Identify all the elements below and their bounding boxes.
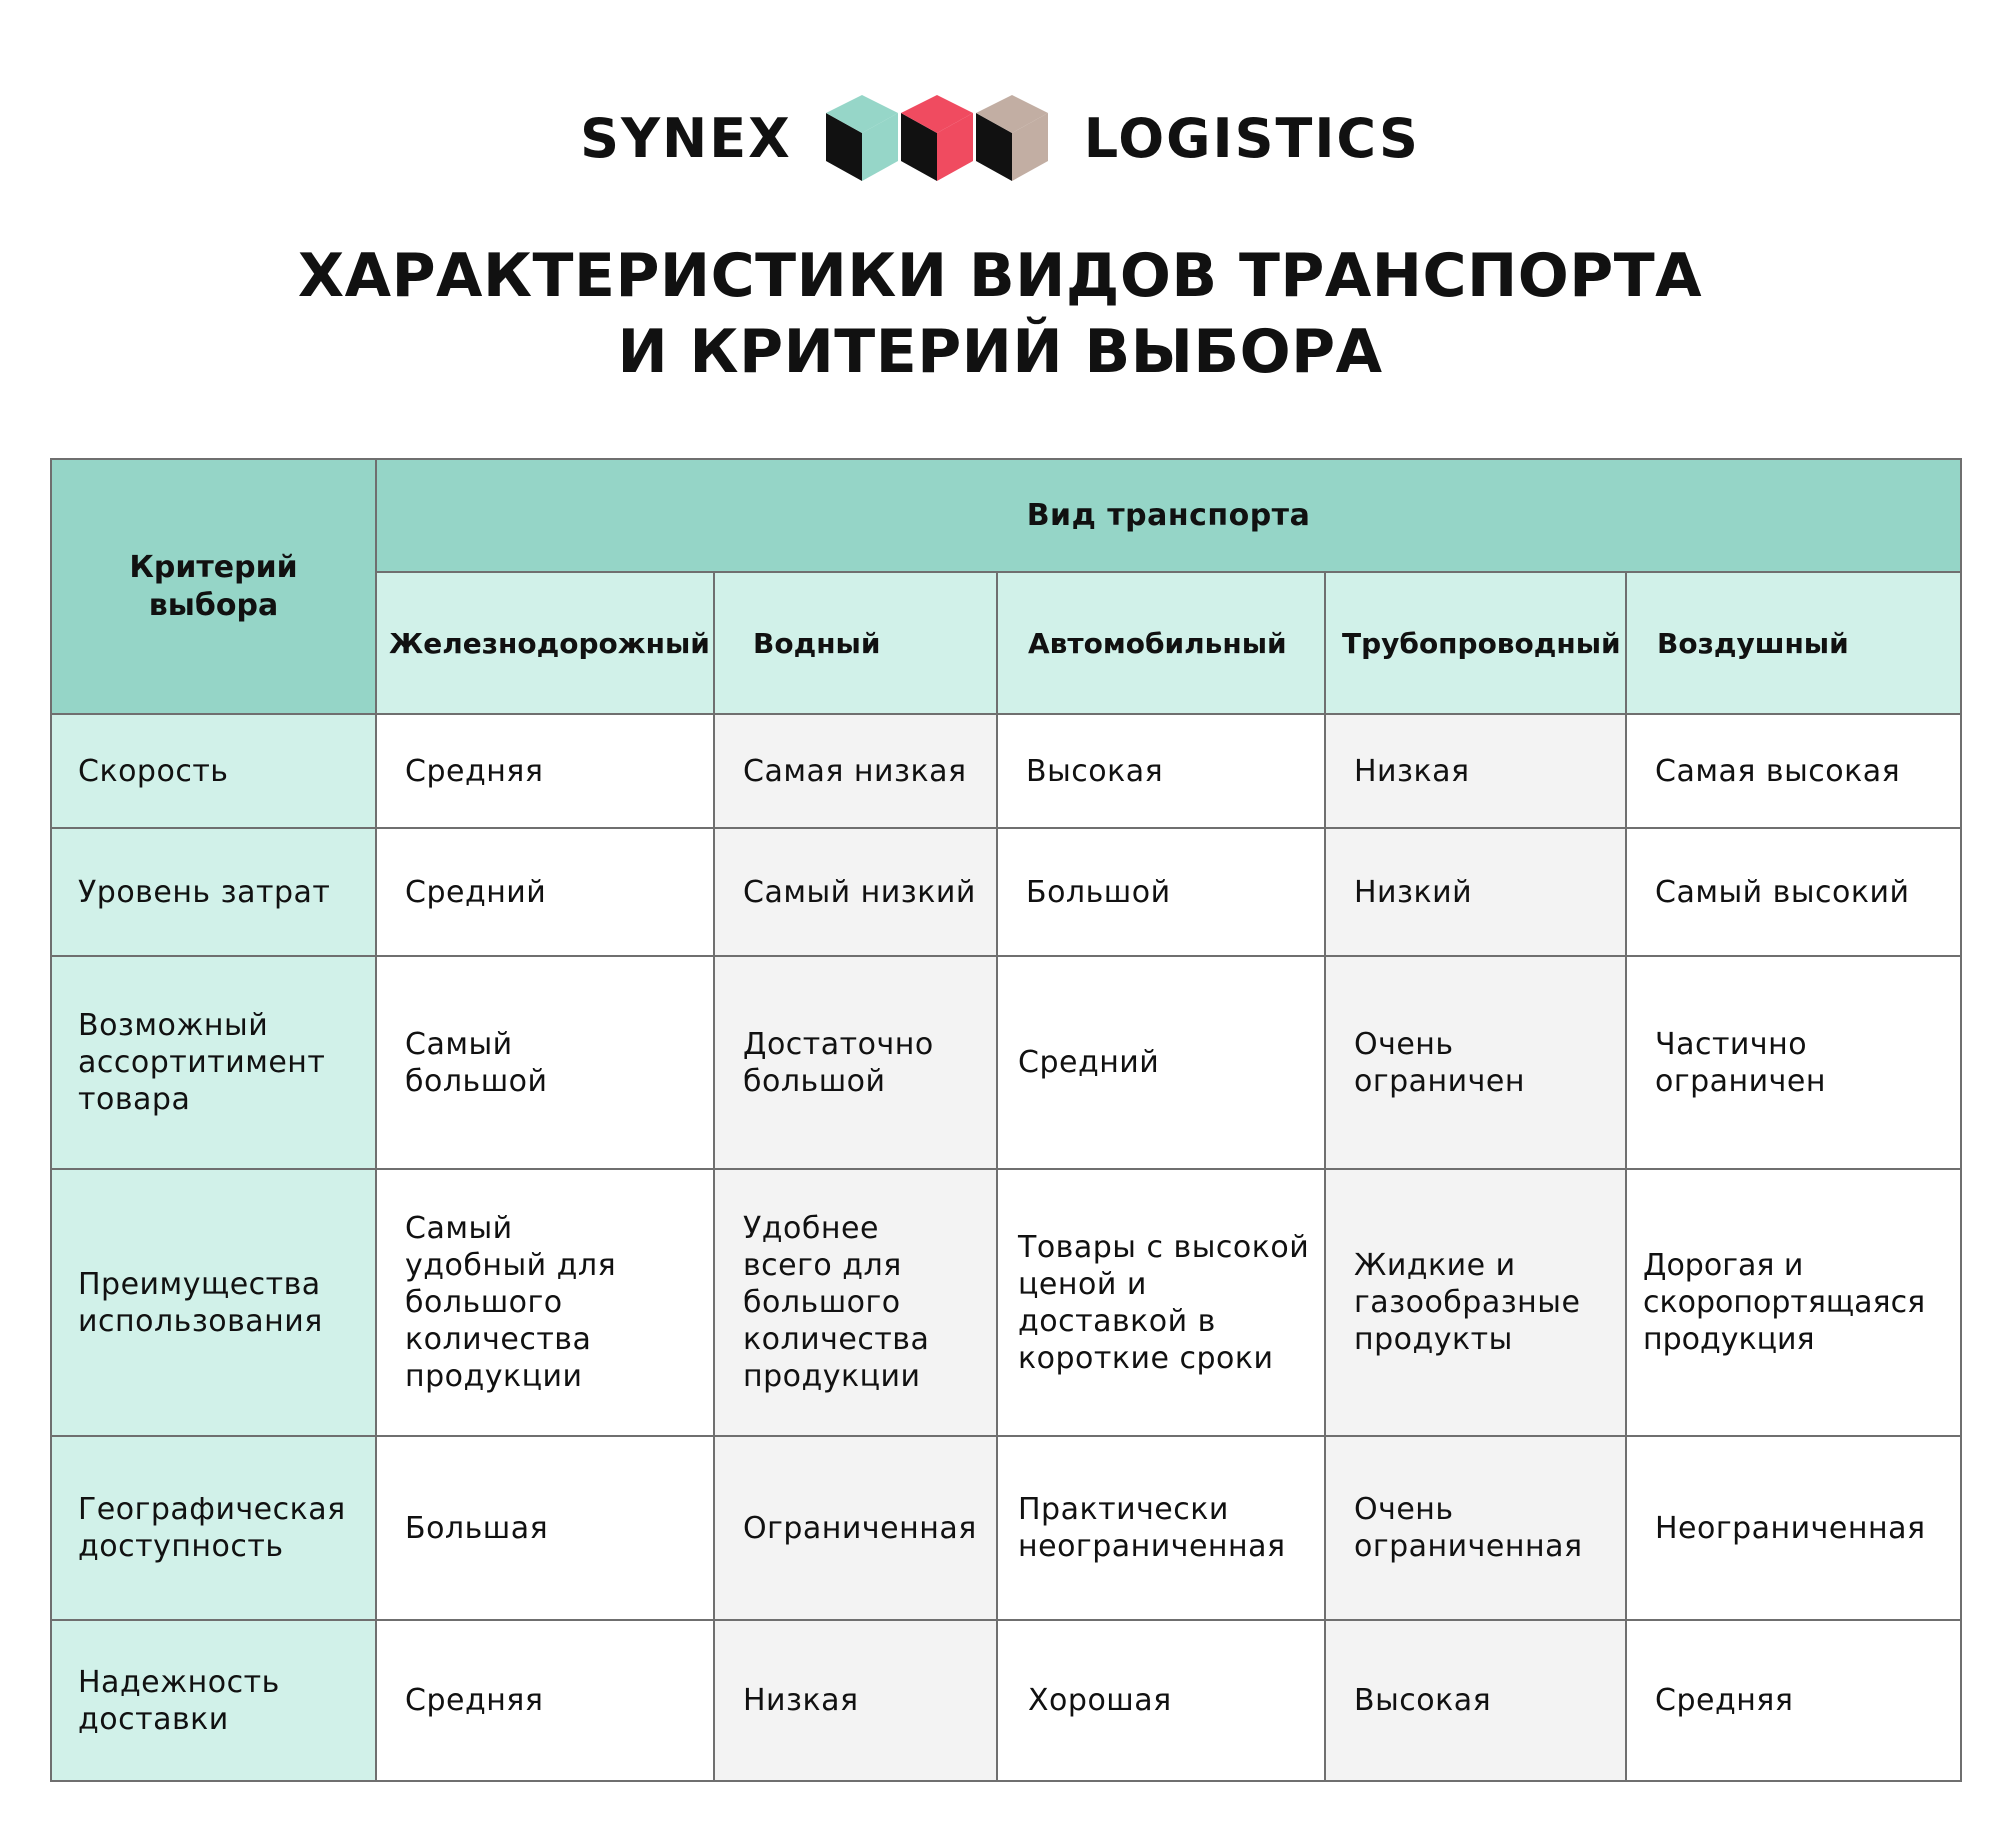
table-row-assortment — [51, 956, 1961, 1169]
brand-word-right: LOGISTICS — [1083, 106, 1420, 170]
table-cell: Удобнее всего для большого количества продукции — [714, 1169, 997, 1436]
brand-word-left: SYNEX — [580, 106, 792, 170]
table-cell: Самая высокая — [1626, 714, 1961, 828]
comparison-table-wrapper — [50, 458, 1960, 1780]
table-cell: Практически неограниченная — [997, 1436, 1325, 1620]
table-cell: Жидкие и газообразные продукты — [1325, 1169, 1626, 1436]
table-cell: Низкий — [1325, 828, 1626, 956]
table-cell: Высокая — [997, 714, 1325, 828]
logo-cubes-icon — [826, 95, 1050, 181]
criteria-header — [51, 459, 376, 714]
criteria-header-label: Критерий выбора — [129, 549, 298, 623]
table-cell: Самый высокий — [1626, 828, 1961, 956]
table-cell: Самый удобный для большого количества продукции — [376, 1169, 714, 1436]
table-cell: Неограниченная — [1626, 1436, 1961, 1620]
column-header-pipeline: Трубопроводный — [1325, 572, 1626, 714]
table-cell: Ограниченная — [714, 1436, 997, 1620]
table-cell: Хорошая — [997, 1620, 1325, 1781]
table-cell: Достаточно большой — [714, 956, 997, 1169]
table-row-geography — [51, 1436, 1961, 1620]
table-cell: Товары с высокой ценой и доставкой в короткие сроки — [997, 1169, 1325, 1436]
table-cell: Высокая — [1325, 1620, 1626, 1781]
table-row-costs — [51, 828, 1961, 956]
row-label: Надежность доставки — [51, 1620, 376, 1781]
page-title-line-2: И КРИТЕРИЙ ВЫБОРА — [617, 317, 1383, 387]
column-header-road: Автомобильный — [997, 572, 1325, 714]
row-label: Возможный ассортитимент товара — [51, 956, 376, 1169]
table-cell: Низкая — [1325, 714, 1626, 828]
transport-comparison-table — [50, 458, 1962, 1782]
table-cell: Самый низкий — [714, 828, 997, 956]
row-label: Преимущества использования — [51, 1169, 376, 1436]
page-title — [0, 238, 2000, 390]
header-row-group — [51, 459, 1961, 572]
table-cell: Средняя — [376, 714, 714, 828]
row-label: Географическая доступность — [51, 1436, 376, 1620]
brand-logo — [0, 88, 2000, 188]
table-cell: Частично ограничен — [1626, 956, 1961, 1169]
table-row-speed — [51, 714, 1961, 828]
row-label: Скорость — [51, 714, 376, 828]
column-header-rail: Железнодорожный — [376, 572, 714, 714]
table-cell: Дорогая и скоропортящаяся продукция — [1626, 1169, 1961, 1436]
table-cell: Самая низкая — [714, 714, 997, 828]
table-cell: Очень ограниченная — [1325, 1436, 1626, 1620]
transport-type-group-header: Вид транспорта — [376, 459, 1961, 572]
table-cell: Большая — [376, 1436, 714, 1620]
table-row-advantages — [51, 1169, 1961, 1436]
table-cell: Очень ограничен — [1325, 956, 1626, 1169]
table-cell: Самый большой — [376, 956, 714, 1169]
table-cell: Средний — [997, 956, 1325, 1169]
column-header-air: Воздушный — [1626, 572, 1961, 714]
table-cell: Средняя — [376, 1620, 714, 1781]
page-title-line-1: ХАРАКТЕРИСТИКИ ВИДОВ ТРАНСПОРТА — [297, 241, 1703, 311]
column-header-water: Водный — [714, 572, 997, 714]
row-label: Уровень затрат — [51, 828, 376, 956]
table-cell: Средний — [376, 828, 714, 956]
table-row-reliability — [51, 1620, 1961, 1781]
table-cell: Средняя — [1626, 1620, 1961, 1781]
table-cell: Низкая — [714, 1620, 997, 1781]
table-cell: Большой — [997, 828, 1325, 956]
